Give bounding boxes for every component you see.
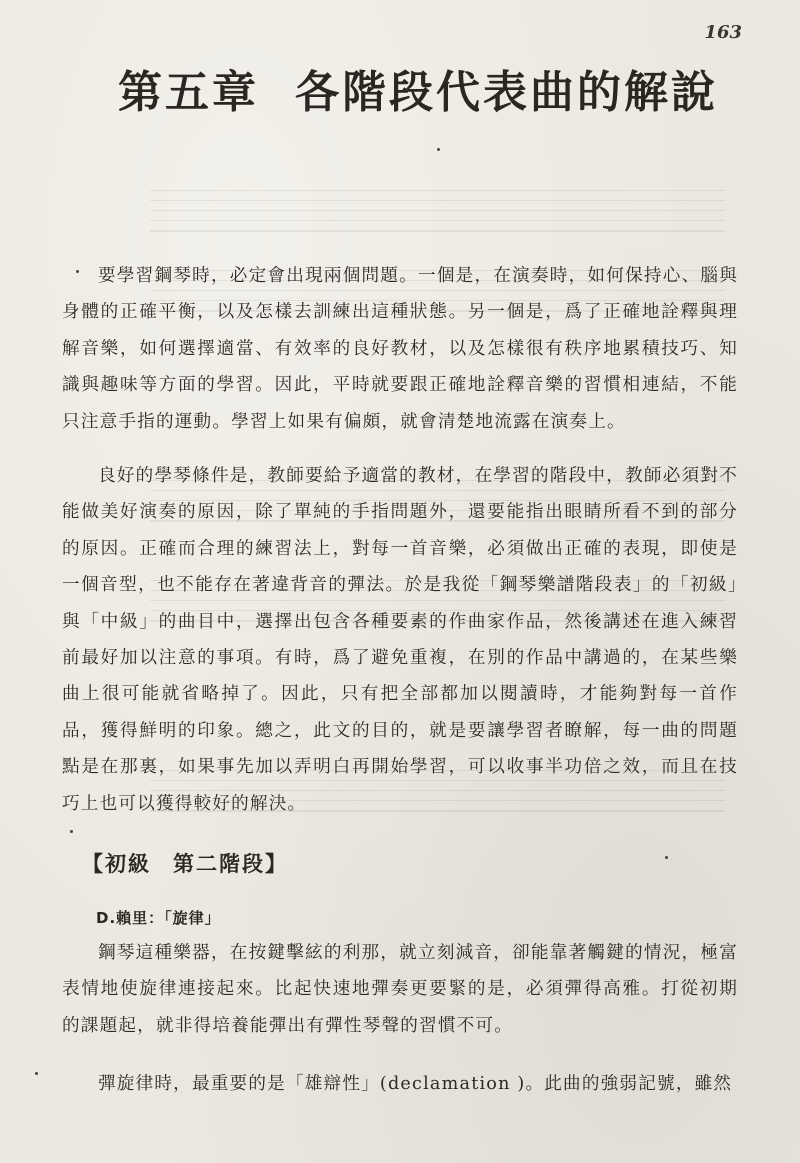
chapter-title [118,56,718,120]
chapter-name: 各階段代表曲的解說 [295,67,718,118]
scan-speck [665,856,668,859]
section-bracket-open: 【 [82,852,105,876]
paragraph-3: 鋼琴這種樂器，在按鍵擊絃的利那，就立刻減音，卻能靠著觸鍵的情況，極富表情地使旋律連接起來。比起快速地彈奏更要緊的是，必須彈得高雅。打從初期的課題起，就非得培養能彈出有彈性琴聲的習慣不可。 [62,943,738,1036]
scan-speck [70,830,73,833]
scan-speck [437,148,440,151]
chapter-prefix: 第五章 [118,67,259,118]
page-number: 163 [704,22,742,43]
section-bracket-close: 】 [265,852,288,876]
section-level: 初級 [105,852,151,876]
section-stage: 第二階段 [173,852,265,876]
subsection-heading: D.賴里：「旋律」 [96,909,221,927]
scan-speck [76,270,79,273]
paragraph-1: 要學習鋼琴時，必定會出現兩個問題。一個是，在演奏時，如何保持心、腦與身體的正確平衡，以及怎樣去訓練出這種狀態。另一個是，爲了正確地詮釋與理解音樂，如何選擇適當、有效率的良好教材，以及怎樣很有秩序地累積技巧、知識與趣味等方面的學習。因此，平時就要跟正確地詮釋音樂的習慣相連結，不能只注意手指的運動。學習上如果有偏頗，就會清楚地流露在演奏上。 [62,266,738,432]
faint-staff [150,190,725,232]
paragraph-2: 良好的學琴條件是，教師要給予適當的教材，在學習的階段中，教師必須對不能做美好演奏的原因，除了單純的手指問題外，還要能指出眼睛所看不到的部分的原因。正確而合理的練習法上，對每一首音樂，必須做出正確的表現，即使是一個音型，也不能存在著違背音的彈法。於是我從「鋼琴樂譜階段表」的「初級」與「中級」的曲目中，選擇出包含各種要素的作曲家作品，然後講述在進入練習前最好加以注意的事項。有時，爲了避免重複，在別的作品中講過的，在某些樂曲上很可能就省略掉了。因此，只有把全部都加以閱讀時，才能夠對每一首作品，獲得鮮明的印象。總之，此文的目的，就是要讓學習者瞭解，每一曲的問題點是在那裏，如果事先加以弄明白再開始學習，可以收事半功倍之效，而且在技巧上也可以獲得較好的解決。 [62,466,738,814]
scan-speck [35,1072,38,1075]
paragraph-4: 彈旋律時，最重要的是「雄辯性」(declamation )。此曲的強弱記號，雖然 [98,1074,733,1094]
section-heading [82,848,288,878]
